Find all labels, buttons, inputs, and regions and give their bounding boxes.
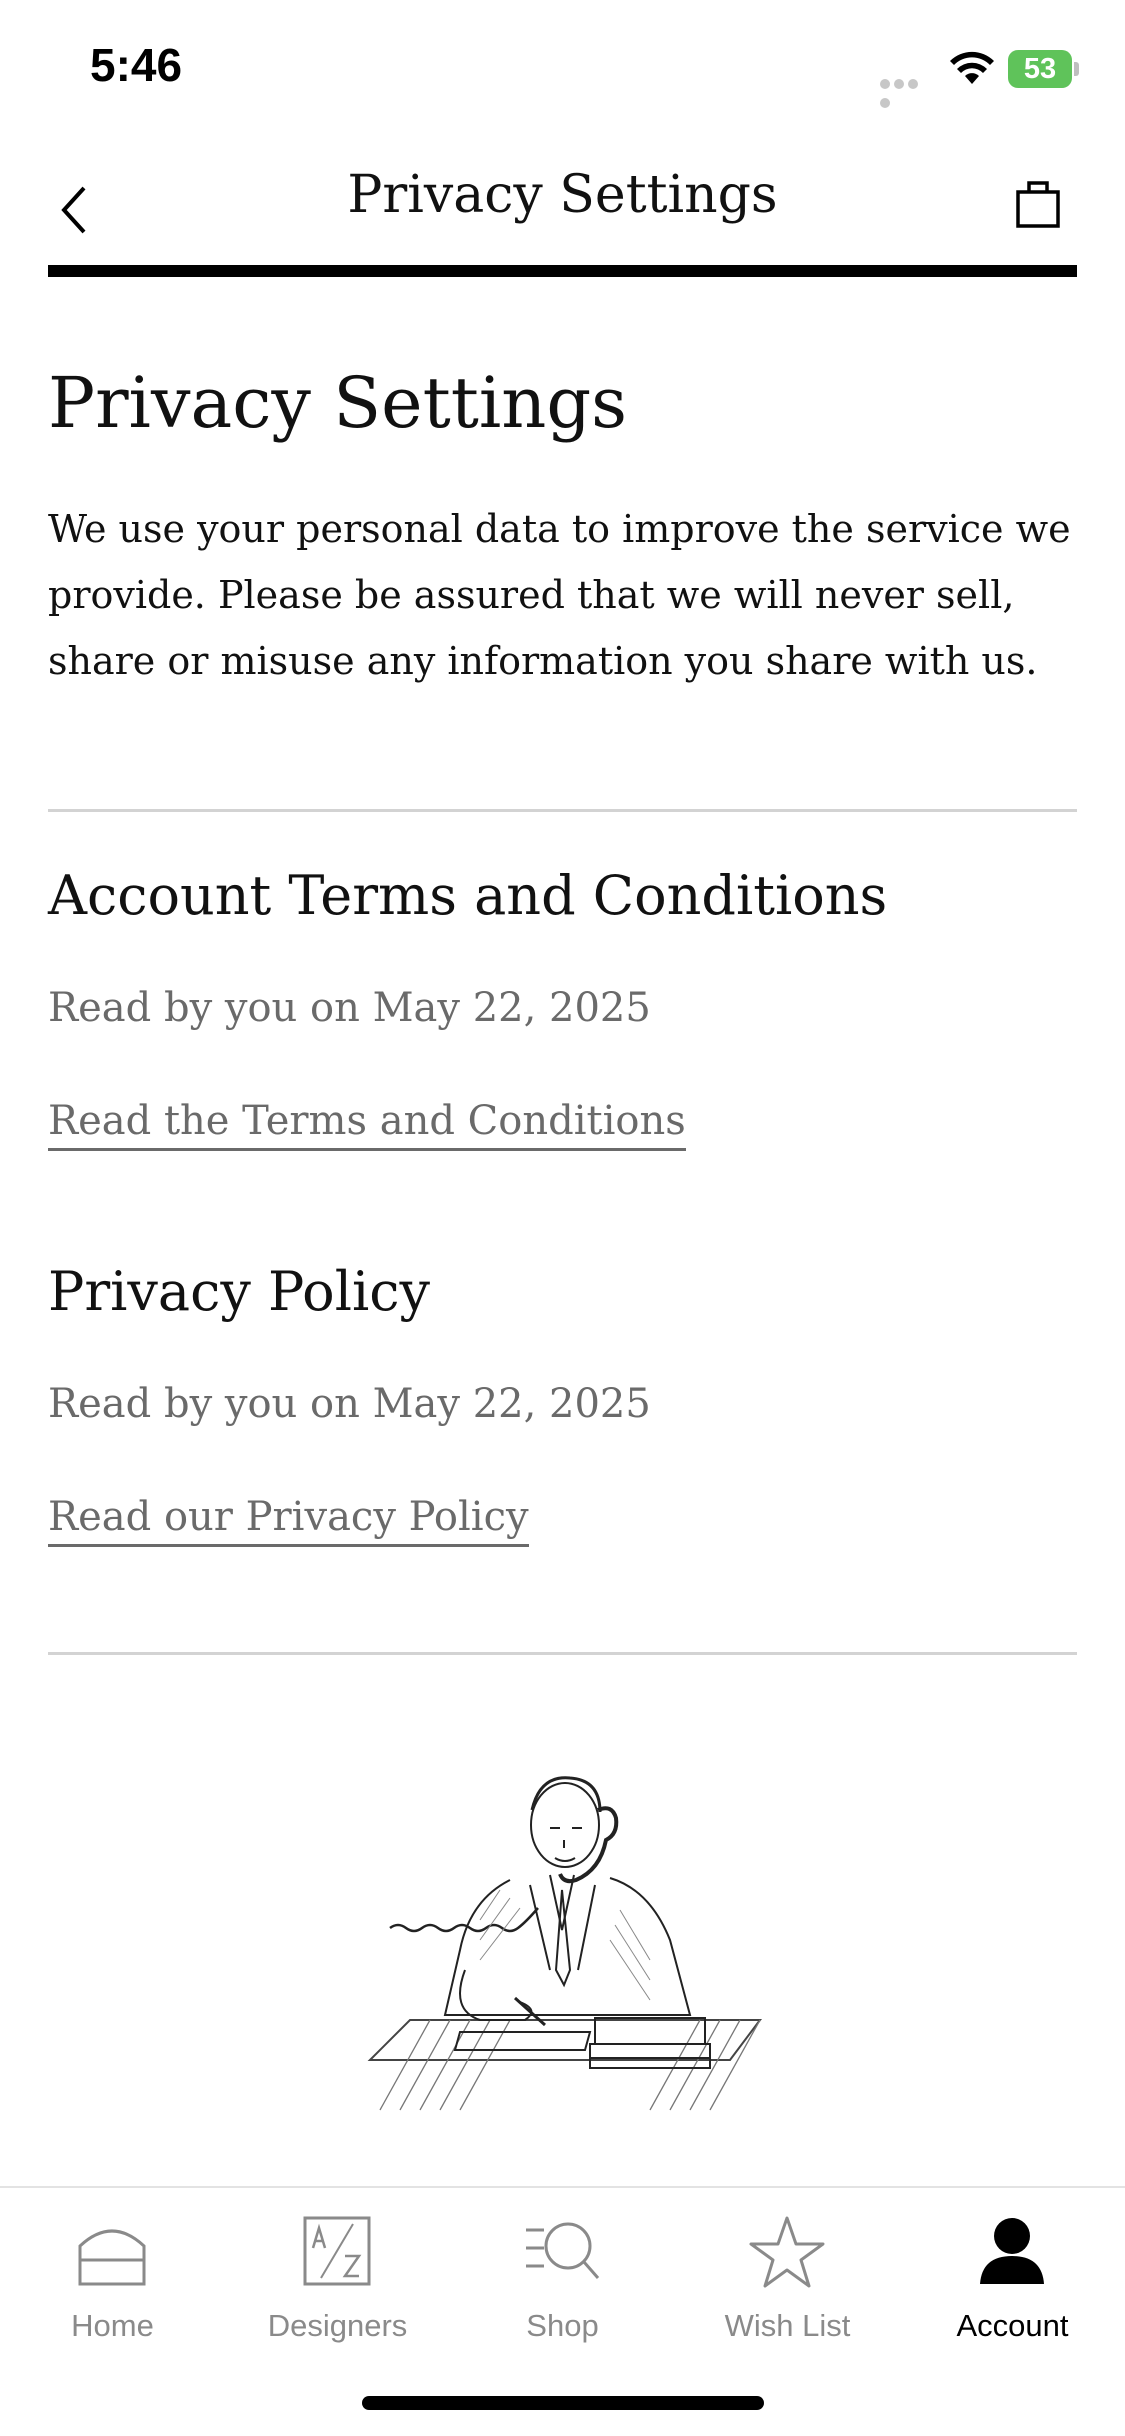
tab-wish-list[interactable] — [675, 2188, 900, 2343]
chevron-left-icon — [48, 170, 108, 250]
header-divider — [48, 265, 1077, 277]
tab-account[interactable] — [900, 2188, 1125, 2343]
home-indicator — [362, 2396, 764, 2410]
privacy-read-date: Read by you on May 22, 2025 — [48, 1381, 651, 1427]
home-icon — [72, 2212, 152, 2292]
battery-icon — [1008, 50, 1080, 88]
account-person-icon — [972, 2212, 1052, 2292]
tab-label: Wish List — [724, 2308, 851, 2343]
wifi-icon — [948, 50, 996, 86]
terms-link[interactable]: Read the Terms and Conditions — [48, 1098, 686, 1151]
tab-label: Home — [71, 2308, 154, 2343]
navigation-bar — [0, 140, 1125, 280]
tab-home[interactable] — [0, 2188, 225, 2343]
intro-paragraph: We use your personal data to improve the service we provide. Please be assured that we will never sell, share or misuse any information you share with us. — [48, 507, 1071, 683]
back-button[interactable] — [48, 170, 108, 250]
privacy-section-title: Privacy Policy — [48, 1260, 430, 1323]
status-time: 5:46 — [90, 39, 183, 91]
shopping-bag-icon — [1010, 170, 1070, 240]
section-divider — [48, 1652, 1077, 1655]
star-icon — [747, 2212, 827, 2292]
section-divider — [48, 809, 1077, 812]
nav-title: Privacy Settings — [347, 165, 778, 225]
cellular-signal-icon — [880, 74, 934, 84]
terms-section-title: Account Terms and Conditions — [48, 864, 888, 927]
status-bar — [0, 0, 1125, 140]
shop-search-icon — [522, 2212, 602, 2292]
privacy-policy-link[interactable]: Read our Privacy Policy — [48, 1494, 529, 1547]
tab-designers[interactable] — [225, 2188, 450, 2343]
tab-label: Designers — [267, 2308, 408, 2343]
man-on-phone-illustration — [350, 1770, 780, 2120]
terms-read-date: Read by you on May 22, 2025 — [48, 985, 651, 1031]
tab-label: Account — [956, 2308, 1069, 2343]
battery-level: 53 — [1023, 53, 1057, 85]
tab-label: Shop — [526, 2308, 599, 2343]
designers-az-icon — [297, 2212, 377, 2292]
shopping-bag-button[interactable] — [1010, 170, 1070, 240]
tab-shop[interactable] — [450, 2188, 675, 2343]
page-title: Privacy Settings — [48, 362, 628, 444]
